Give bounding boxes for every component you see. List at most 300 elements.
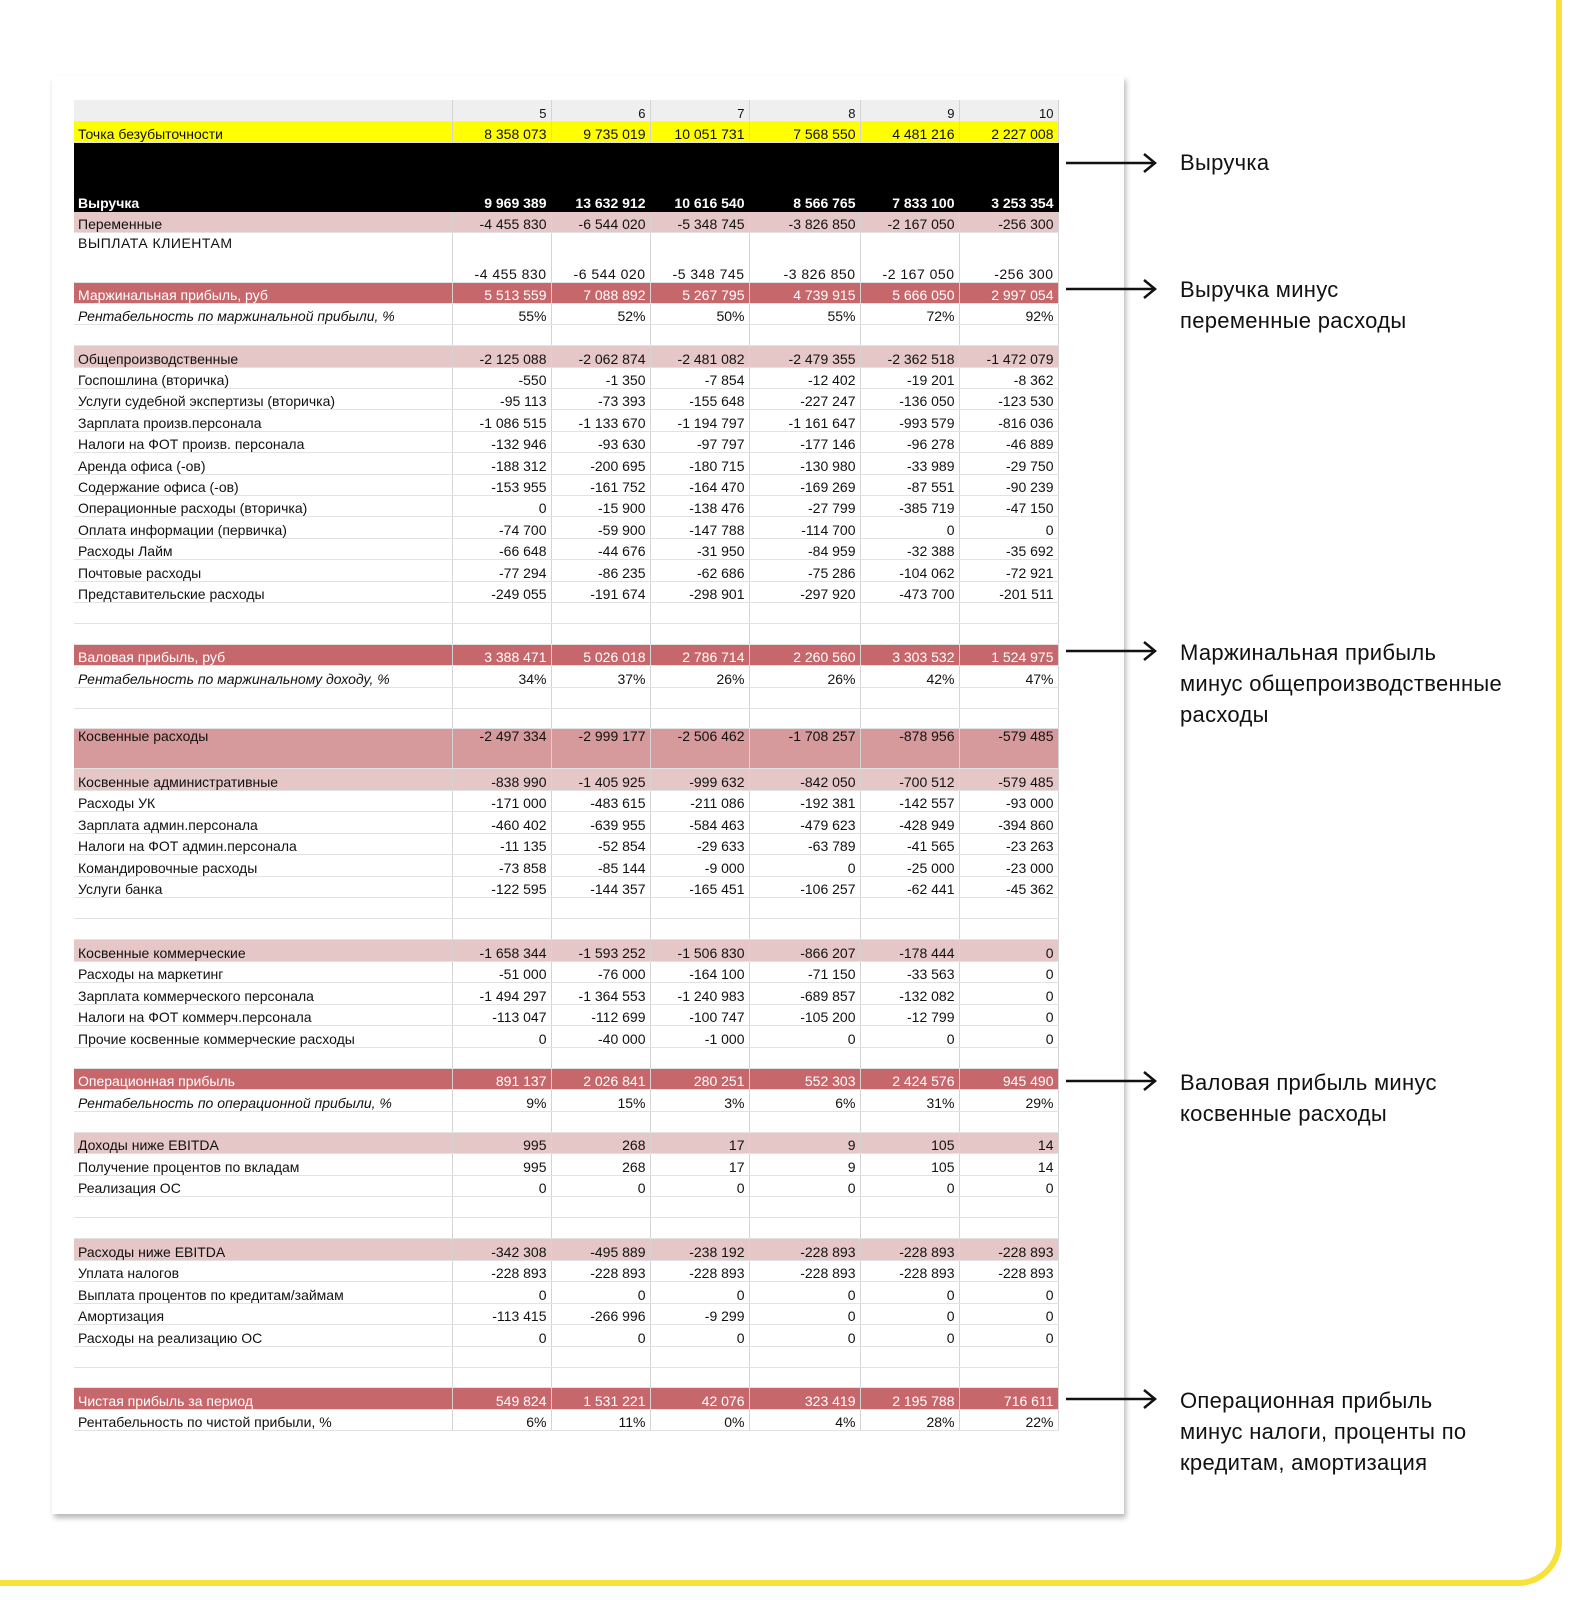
value-cell[interactable]: 47% bbox=[959, 665, 1058, 687]
value-cell[interactable]: -228 893 bbox=[959, 1260, 1058, 1281]
blank-cell[interactable] bbox=[959, 708, 1058, 728]
value-cell[interactable]: 14 bbox=[959, 1132, 1058, 1153]
value-cell[interactable]: 105 bbox=[860, 1153, 959, 1175]
value-cell[interactable]: -113 047 bbox=[452, 1004, 551, 1025]
blank-cell[interactable] bbox=[551, 1196, 650, 1217]
value-cell[interactable]: -228 893 bbox=[749, 1238, 860, 1260]
value-cell[interactable]: -3 826 850 bbox=[749, 232, 860, 282]
value-cell[interactable]: -1 708 257 bbox=[749, 728, 860, 768]
value-cell[interactable]: 280 251 bbox=[650, 1068, 749, 1089]
blank-cell[interactable] bbox=[959, 1346, 1058, 1367]
value-cell[interactable]: 7 833 100 bbox=[860, 142, 959, 211]
value-cell[interactable]: -33 989 bbox=[860, 452, 959, 474]
value-cell[interactable]: 4% bbox=[749, 1409, 860, 1430]
blank-cell[interactable] bbox=[749, 897, 860, 918]
blank-cell[interactable] bbox=[860, 1196, 959, 1217]
blank-cell[interactable] bbox=[74, 623, 452, 644]
value-cell[interactable]: -228 893 bbox=[860, 1260, 959, 1281]
value-cell[interactable]: -87 551 bbox=[860, 474, 959, 495]
row-label-cell[interactable]: Зарплата коммерческого персонала bbox=[74, 982, 452, 1004]
blank-cell[interactable] bbox=[74, 1217, 452, 1238]
value-cell[interactable]: -495 889 bbox=[551, 1238, 650, 1260]
row-label-cell[interactable]: Услуги судебной экспертизы (вторичка) bbox=[74, 388, 452, 409]
header-label-cell[interactable] bbox=[74, 100, 452, 121]
value-cell[interactable]: -483 615 bbox=[551, 790, 650, 811]
value-cell[interactable]: 0% bbox=[650, 1409, 749, 1430]
value-cell[interactable]: 0 bbox=[452, 1281, 551, 1303]
value-cell[interactable]: -155 648 bbox=[650, 388, 749, 409]
value-cell[interactable]: -188 312 bbox=[452, 452, 551, 474]
value-cell[interactable]: -138 476 bbox=[650, 495, 749, 516]
value-cell[interactable]: 268 bbox=[551, 1153, 650, 1175]
value-cell[interactable]: 2 026 841 bbox=[551, 1068, 650, 1089]
value-cell[interactable]: -6 544 020 bbox=[551, 211, 650, 232]
row-label-cell[interactable]: Выплата процентов по кредитам/займам bbox=[74, 1281, 452, 1303]
value-cell[interactable]: 0 bbox=[551, 1324, 650, 1346]
blank-cell[interactable] bbox=[650, 897, 749, 918]
blank-cell[interactable] bbox=[74, 897, 452, 918]
value-cell[interactable]: 0 bbox=[650, 1324, 749, 1346]
value-cell[interactable]: 10 616 540 bbox=[650, 142, 749, 211]
row-label-cell[interactable]: Амортизация bbox=[74, 1303, 452, 1324]
blank-cell[interactable] bbox=[452, 1047, 551, 1068]
row-label-cell[interactable]: Оплата информации (первичка) bbox=[74, 516, 452, 538]
value-cell[interactable]: -6 544 020 bbox=[551, 232, 650, 282]
value-cell[interactable]: 15% bbox=[551, 1089, 650, 1111]
value-cell[interactable]: -297 920 bbox=[749, 581, 860, 602]
row-label-cell[interactable]: Переменные bbox=[74, 211, 452, 232]
value-cell[interactable]: -1 240 983 bbox=[650, 982, 749, 1004]
blank-cell[interactable] bbox=[452, 1217, 551, 1238]
value-cell[interactable]: -1 472 079 bbox=[959, 345, 1058, 367]
value-cell[interactable]: -44 676 bbox=[551, 538, 650, 559]
header-period-cell[interactable]: 9 bbox=[860, 100, 959, 121]
value-cell[interactable]: 8 566 765 bbox=[749, 142, 860, 211]
value-cell[interactable]: -113 415 bbox=[452, 1303, 551, 1324]
value-cell[interactable]: -228 893 bbox=[959, 1238, 1058, 1260]
value-cell[interactable]: -838 990 bbox=[452, 768, 551, 790]
blank-cell[interactable] bbox=[452, 324, 551, 345]
value-cell[interactable]: -1 350 bbox=[551, 367, 650, 388]
value-cell[interactable]: -227 247 bbox=[749, 388, 860, 409]
value-cell[interactable]: 2 786 714 bbox=[650, 644, 749, 665]
value-cell[interactable]: -428 949 bbox=[860, 811, 959, 833]
value-cell[interactable]: -2 167 050 bbox=[860, 211, 959, 232]
row-label-cell[interactable]: ВЫПЛАТА КЛИЕНТАМ bbox=[74, 232, 452, 282]
value-cell[interactable]: -1 405 925 bbox=[551, 768, 650, 790]
header-period-cell[interactable]: 7 bbox=[650, 100, 749, 121]
value-cell[interactable]: -579 485 bbox=[959, 768, 1058, 790]
blank-cell[interactable] bbox=[860, 687, 959, 708]
value-cell[interactable]: -200 695 bbox=[551, 452, 650, 474]
blank-cell[interactable] bbox=[74, 918, 452, 939]
value-cell[interactable]: 26% bbox=[749, 665, 860, 687]
value-cell[interactable]: 0 bbox=[551, 1175, 650, 1196]
value-cell[interactable]: 9 735 019 bbox=[551, 121, 650, 142]
blank-cell[interactable] bbox=[551, 1047, 650, 1068]
blank-cell[interactable] bbox=[749, 1217, 860, 1238]
value-cell[interactable]: 0 bbox=[959, 1004, 1058, 1025]
row-label-cell[interactable]: Косвенные коммерческие bbox=[74, 939, 452, 961]
row-label-cell[interactable]: Расходы на реализацию ОС bbox=[74, 1324, 452, 1346]
value-cell[interactable]: -298 901 bbox=[650, 581, 749, 602]
value-cell[interactable]: 995 bbox=[452, 1132, 551, 1153]
value-cell[interactable]: 0 bbox=[749, 1025, 860, 1047]
value-cell[interactable]: -256 300 bbox=[959, 211, 1058, 232]
blank-cell[interactable] bbox=[959, 687, 1058, 708]
blank-cell[interactable] bbox=[74, 1047, 452, 1068]
value-cell[interactable]: 2 424 576 bbox=[860, 1068, 959, 1089]
value-cell[interactable]: -122 595 bbox=[452, 876, 551, 897]
blank-cell[interactable] bbox=[860, 602, 959, 623]
value-cell[interactable]: 0 bbox=[860, 1281, 959, 1303]
value-cell[interactable]: -1 506 830 bbox=[650, 939, 749, 961]
value-cell[interactable]: -584 463 bbox=[650, 811, 749, 833]
blank-cell[interactable] bbox=[74, 708, 452, 728]
blank-cell[interactable] bbox=[860, 897, 959, 918]
value-cell[interactable]: 31% bbox=[860, 1089, 959, 1111]
value-cell[interactable]: -228 893 bbox=[650, 1260, 749, 1281]
row-label-cell[interactable]: Командировочные расходы bbox=[74, 854, 452, 876]
value-cell[interactable]: -46 889 bbox=[959, 431, 1058, 452]
blank-cell[interactable] bbox=[749, 1367, 860, 1387]
blank-cell[interactable] bbox=[749, 324, 860, 345]
value-cell[interactable]: -33 563 bbox=[860, 961, 959, 982]
value-cell[interactable]: -191 674 bbox=[551, 581, 650, 602]
value-cell[interactable]: -52 854 bbox=[551, 833, 650, 854]
value-cell[interactable]: 2 227 008 bbox=[959, 121, 1058, 142]
row-label-cell[interactable]: Зарплата произв.персонала bbox=[74, 409, 452, 431]
value-cell[interactable]: 0 bbox=[860, 1175, 959, 1196]
value-cell[interactable]: 5 513 559 bbox=[452, 282, 551, 303]
value-cell[interactable]: 1 531 221 bbox=[551, 1387, 650, 1409]
value-cell[interactable]: -385 719 bbox=[860, 495, 959, 516]
blank-cell[interactable] bbox=[551, 623, 650, 644]
blank-cell[interactable] bbox=[650, 687, 749, 708]
value-cell[interactable]: -32 388 bbox=[860, 538, 959, 559]
value-cell[interactable]: 42% bbox=[860, 665, 959, 687]
blank-cell[interactable] bbox=[452, 687, 551, 708]
value-cell[interactable]: -63 789 bbox=[749, 833, 860, 854]
value-cell[interactable]: 0 bbox=[959, 1324, 1058, 1346]
blank-cell[interactable] bbox=[452, 1196, 551, 1217]
blank-cell[interactable] bbox=[749, 602, 860, 623]
blank-cell[interactable] bbox=[749, 708, 860, 728]
row-label-cell[interactable]: Реализация ОС bbox=[74, 1175, 452, 1196]
value-cell[interactable]: -112 699 bbox=[551, 1004, 650, 1025]
value-cell[interactable]: -165 451 bbox=[650, 876, 749, 897]
blank-cell[interactable] bbox=[959, 1111, 1058, 1132]
row-label-cell[interactable]: Аренда офиса (-ов) bbox=[74, 452, 452, 474]
row-label-cell[interactable]: Почтовые расходы bbox=[74, 559, 452, 581]
row-label-cell[interactable]: Общепроизводственные bbox=[74, 345, 452, 367]
value-cell[interactable]: -105 200 bbox=[749, 1004, 860, 1025]
value-cell[interactable]: -59 900 bbox=[551, 516, 650, 538]
value-cell[interactable]: -1 000 bbox=[650, 1025, 749, 1047]
row-label-cell[interactable]: Косвенные административные bbox=[74, 768, 452, 790]
value-cell[interactable]: 0 bbox=[959, 1281, 1058, 1303]
value-cell[interactable]: -136 050 bbox=[860, 388, 959, 409]
value-cell[interactable]: -2 506 462 bbox=[650, 728, 749, 768]
value-cell[interactable]: 0 bbox=[749, 1324, 860, 1346]
value-cell[interactable]: -2 362 518 bbox=[860, 345, 959, 367]
value-cell[interactable]: -12 799 bbox=[860, 1004, 959, 1025]
value-cell[interactable]: -816 036 bbox=[959, 409, 1058, 431]
value-cell[interactable]: -342 308 bbox=[452, 1238, 551, 1260]
value-cell[interactable]: -5 348 745 bbox=[650, 211, 749, 232]
blank-cell[interactable] bbox=[959, 897, 1058, 918]
blank-cell[interactable] bbox=[452, 623, 551, 644]
blank-cell[interactable] bbox=[860, 1367, 959, 1387]
value-cell[interactable]: -2 481 082 bbox=[650, 345, 749, 367]
value-cell[interactable]: 26% bbox=[650, 665, 749, 687]
value-cell[interactable]: 0 bbox=[749, 1281, 860, 1303]
value-cell[interactable]: 37% bbox=[551, 665, 650, 687]
blank-cell[interactable] bbox=[860, 918, 959, 939]
value-cell[interactable]: -2 999 177 bbox=[551, 728, 650, 768]
value-cell[interactable]: -93 000 bbox=[959, 790, 1058, 811]
blank-cell[interactable] bbox=[452, 918, 551, 939]
blank-cell[interactable] bbox=[452, 1367, 551, 1387]
blank-cell[interactable] bbox=[551, 708, 650, 728]
value-cell[interactable]: -2 479 355 bbox=[749, 345, 860, 367]
row-label-cell[interactable]: Чистая прибыль за период bbox=[74, 1387, 452, 1409]
blank-cell[interactable] bbox=[959, 324, 1058, 345]
value-cell[interactable]: -29 750 bbox=[959, 452, 1058, 474]
row-label-cell[interactable]: Прочие косвенные коммерческие расходы bbox=[74, 1025, 452, 1047]
value-cell[interactable]: -1 194 797 bbox=[650, 409, 749, 431]
value-cell[interactable]: 50% bbox=[650, 303, 749, 324]
value-cell[interactable]: 4 481 216 bbox=[860, 121, 959, 142]
value-cell[interactable]: 9 bbox=[749, 1153, 860, 1175]
value-cell[interactable]: 0 bbox=[551, 1281, 650, 1303]
blank-cell[interactable] bbox=[860, 1346, 959, 1367]
value-cell[interactable]: -106 257 bbox=[749, 876, 860, 897]
blank-cell[interactable] bbox=[452, 1346, 551, 1367]
value-cell[interactable]: 3% bbox=[650, 1089, 749, 1111]
row-label-cell[interactable]: Расходы ниже EBITDA bbox=[74, 1238, 452, 1260]
value-cell[interactable]: 5 666 050 bbox=[860, 282, 959, 303]
value-cell[interactable]: -161 752 bbox=[551, 474, 650, 495]
header-period-cell[interactable]: 6 bbox=[551, 100, 650, 121]
value-cell[interactable]: 0 bbox=[749, 854, 860, 876]
blank-cell[interactable] bbox=[74, 1367, 452, 1387]
value-cell[interactable]: -1 086 515 bbox=[452, 409, 551, 431]
value-cell[interactable]: 0 bbox=[860, 516, 959, 538]
row-label-cell[interactable]: Операционные расходы (вторичка) bbox=[74, 495, 452, 516]
value-cell[interactable]: -51 000 bbox=[452, 961, 551, 982]
value-cell[interactable]: -192 381 bbox=[749, 790, 860, 811]
blank-cell[interactable] bbox=[860, 1047, 959, 1068]
value-cell[interactable]: 0 bbox=[959, 961, 1058, 982]
value-cell[interactable]: -2 497 334 bbox=[452, 728, 551, 768]
blank-cell[interactable] bbox=[959, 1217, 1058, 1238]
value-cell[interactable]: -62 441 bbox=[860, 876, 959, 897]
value-cell[interactable]: 0 bbox=[959, 1025, 1058, 1047]
value-cell[interactable]: -180 715 bbox=[650, 452, 749, 474]
row-label-cell[interactable]: Услуги банка bbox=[74, 876, 452, 897]
value-cell[interactable]: 3 253 354 bbox=[959, 142, 1058, 211]
blank-cell[interactable] bbox=[650, 324, 749, 345]
row-label-cell[interactable]: Операционная прибыль bbox=[74, 1068, 452, 1089]
value-cell[interactable]: 5 267 795 bbox=[650, 282, 749, 303]
blank-cell[interactable] bbox=[749, 1346, 860, 1367]
value-cell[interactable]: 0 bbox=[452, 1324, 551, 1346]
value-cell[interactable]: 5 026 018 bbox=[551, 644, 650, 665]
header-period-cell[interactable]: 8 bbox=[749, 100, 860, 121]
value-cell[interactable]: -96 278 bbox=[860, 431, 959, 452]
value-cell[interactable]: -153 955 bbox=[452, 474, 551, 495]
value-cell[interactable]: -201 511 bbox=[959, 581, 1058, 602]
row-label-cell[interactable]: Налоги на ФОТ произв. персонала bbox=[74, 431, 452, 452]
value-cell[interactable]: 55% bbox=[452, 303, 551, 324]
value-cell[interactable]: -90 239 bbox=[959, 474, 1058, 495]
blank-cell[interactable] bbox=[551, 1217, 650, 1238]
value-cell[interactable]: -2 167 050 bbox=[860, 232, 959, 282]
blank-cell[interactable] bbox=[452, 1111, 551, 1132]
value-cell[interactable]: -249 055 bbox=[452, 581, 551, 602]
value-cell[interactable]: -23 263 bbox=[959, 833, 1058, 854]
value-cell[interactable]: 552 303 bbox=[749, 1068, 860, 1089]
value-cell[interactable]: 6% bbox=[749, 1089, 860, 1111]
blank-cell[interactable] bbox=[452, 708, 551, 728]
value-cell[interactable]: -12 402 bbox=[749, 367, 860, 388]
value-cell[interactable]: -4 455 830 bbox=[452, 232, 551, 282]
value-cell[interactable]: 11% bbox=[551, 1409, 650, 1430]
value-cell[interactable]: -164 470 bbox=[650, 474, 749, 495]
value-cell[interactable]: 549 824 bbox=[452, 1387, 551, 1409]
value-cell[interactable]: -147 788 bbox=[650, 516, 749, 538]
value-cell[interactable]: 72% bbox=[860, 303, 959, 324]
value-cell[interactable]: 9 bbox=[749, 1132, 860, 1153]
value-cell[interactable]: 716 611 bbox=[959, 1387, 1058, 1409]
value-cell[interactable]: -2 125 088 bbox=[452, 345, 551, 367]
value-cell[interactable]: -1 593 252 bbox=[551, 939, 650, 961]
blank-cell[interactable] bbox=[959, 1047, 1058, 1068]
value-cell[interactable]: -256 300 bbox=[959, 232, 1058, 282]
row-label-cell[interactable]: Маржинальная прибыль, руб bbox=[74, 282, 452, 303]
value-cell[interactable]: -73 858 bbox=[452, 854, 551, 876]
row-label-cell[interactable]: Расходы УК bbox=[74, 790, 452, 811]
value-cell[interactable]: 1 524 975 bbox=[959, 644, 1058, 665]
value-cell[interactable]: 105 bbox=[860, 1132, 959, 1153]
value-cell[interactable]: 268 bbox=[551, 1132, 650, 1153]
row-label-cell[interactable]: Госпошлина (вторичка) bbox=[74, 367, 452, 388]
value-cell[interactable]: 0 bbox=[860, 1303, 959, 1324]
value-cell[interactable]: -164 100 bbox=[650, 961, 749, 982]
value-cell[interactable]: 3 303 532 bbox=[860, 644, 959, 665]
value-cell[interactable]: -266 996 bbox=[551, 1303, 650, 1324]
value-cell[interactable]: 0 bbox=[959, 982, 1058, 1004]
value-cell[interactable]: -123 530 bbox=[959, 388, 1058, 409]
value-cell[interactable]: -73 393 bbox=[551, 388, 650, 409]
value-cell[interactable]: -2 062 874 bbox=[551, 345, 650, 367]
row-label-cell[interactable]: Рентабельность по операционной прибыли, % bbox=[74, 1089, 452, 1111]
row-label-cell[interactable]: Расходы Лайм bbox=[74, 538, 452, 559]
blank-cell[interactable] bbox=[749, 1196, 860, 1217]
value-cell[interactable]: -25 000 bbox=[860, 854, 959, 876]
row-label-cell[interactable]: Зарплата админ.персонала bbox=[74, 811, 452, 833]
value-cell[interactable]: 323 419 bbox=[749, 1387, 860, 1409]
value-cell[interactable]: -132 082 bbox=[860, 982, 959, 1004]
value-cell[interactable]: -35 692 bbox=[959, 538, 1058, 559]
value-cell[interactable]: 0 bbox=[860, 1025, 959, 1047]
value-cell[interactable]: 52% bbox=[551, 303, 650, 324]
blank-cell[interactable] bbox=[551, 1111, 650, 1132]
value-cell[interactable]: -130 980 bbox=[749, 452, 860, 474]
value-cell[interactable]: -71 150 bbox=[749, 961, 860, 982]
blank-cell[interactable] bbox=[74, 1196, 452, 1217]
row-label-cell[interactable]: Получение процентов по вкладам bbox=[74, 1153, 452, 1175]
value-cell[interactable]: -23 000 bbox=[959, 854, 1058, 876]
row-label-cell[interactable]: Рентабельность по маржинальному доходу, % bbox=[74, 665, 452, 687]
blank-cell[interactable] bbox=[650, 708, 749, 728]
row-label-cell[interactable]: Косвенные расходы bbox=[74, 728, 452, 768]
value-cell[interactable]: -31 950 bbox=[650, 538, 749, 559]
value-cell[interactable]: -9 299 bbox=[650, 1303, 749, 1324]
row-label-cell[interactable]: Налоги на ФОТ админ.персонала bbox=[74, 833, 452, 854]
row-label-cell[interactable]: Уплата налогов bbox=[74, 1260, 452, 1281]
value-cell[interactable]: -19 201 bbox=[860, 367, 959, 388]
value-cell[interactable]: 0 bbox=[650, 1281, 749, 1303]
value-cell[interactable]: -228 893 bbox=[452, 1260, 551, 1281]
value-cell[interactable]: -394 860 bbox=[959, 811, 1058, 833]
value-cell[interactable]: -5 348 745 bbox=[650, 232, 749, 282]
value-cell[interactable]: -1 494 297 bbox=[452, 982, 551, 1004]
header-period-cell[interactable]: 5 bbox=[452, 100, 551, 121]
blank-cell[interactable] bbox=[74, 1346, 452, 1367]
value-cell[interactable]: 0 bbox=[452, 495, 551, 516]
value-cell[interactable]: -4 455 830 bbox=[452, 211, 551, 232]
value-cell[interactable]: -47 150 bbox=[959, 495, 1058, 516]
value-cell[interactable]: 9 969 389 bbox=[452, 142, 551, 211]
blank-cell[interactable] bbox=[860, 1111, 959, 1132]
value-cell[interactable]: -95 113 bbox=[452, 388, 551, 409]
blank-cell[interactable] bbox=[74, 602, 452, 623]
value-cell[interactable]: 10 051 731 bbox=[650, 121, 749, 142]
value-cell[interactable]: 945 490 bbox=[959, 1068, 1058, 1089]
value-cell[interactable]: -76 000 bbox=[551, 961, 650, 982]
blank-cell[interactable] bbox=[749, 1111, 860, 1132]
header-period-cell[interactable]: 10 bbox=[959, 100, 1058, 121]
blank-cell[interactable] bbox=[860, 623, 959, 644]
value-cell[interactable]: -689 857 bbox=[749, 982, 860, 1004]
value-cell[interactable]: 42 076 bbox=[650, 1387, 749, 1409]
blank-cell[interactable] bbox=[452, 602, 551, 623]
value-cell[interactable]: -29 633 bbox=[650, 833, 749, 854]
row-label-cell[interactable]: Рентабельность по чистой прибыли, % bbox=[74, 1409, 452, 1430]
value-cell[interactable]: -460 402 bbox=[452, 811, 551, 833]
blank-cell[interactable] bbox=[650, 1346, 749, 1367]
row-label-cell[interactable]: Налоги на ФОТ коммерч.персонала bbox=[74, 1004, 452, 1025]
value-cell[interactable]: -15 900 bbox=[551, 495, 650, 516]
value-cell[interactable]: -1 133 670 bbox=[551, 409, 650, 431]
blank-cell[interactable] bbox=[551, 918, 650, 939]
value-cell[interactable]: -144 357 bbox=[551, 876, 650, 897]
value-cell[interactable]: 14 bbox=[959, 1153, 1058, 1175]
value-cell[interactable]: -479 623 bbox=[749, 811, 860, 833]
value-cell[interactable]: -74 700 bbox=[452, 516, 551, 538]
blank-cell[interactable] bbox=[551, 687, 650, 708]
value-cell[interactable]: -1 658 344 bbox=[452, 939, 551, 961]
value-cell[interactable]: -114 700 bbox=[749, 516, 860, 538]
value-cell[interactable]: -97 797 bbox=[650, 431, 749, 452]
value-cell[interactable]: -228 893 bbox=[749, 1260, 860, 1281]
value-cell[interactable]: -100 747 bbox=[650, 1004, 749, 1025]
blank-cell[interactable] bbox=[74, 324, 452, 345]
value-cell[interactable]: 9% bbox=[452, 1089, 551, 1111]
value-cell[interactable]: -639 955 bbox=[551, 811, 650, 833]
